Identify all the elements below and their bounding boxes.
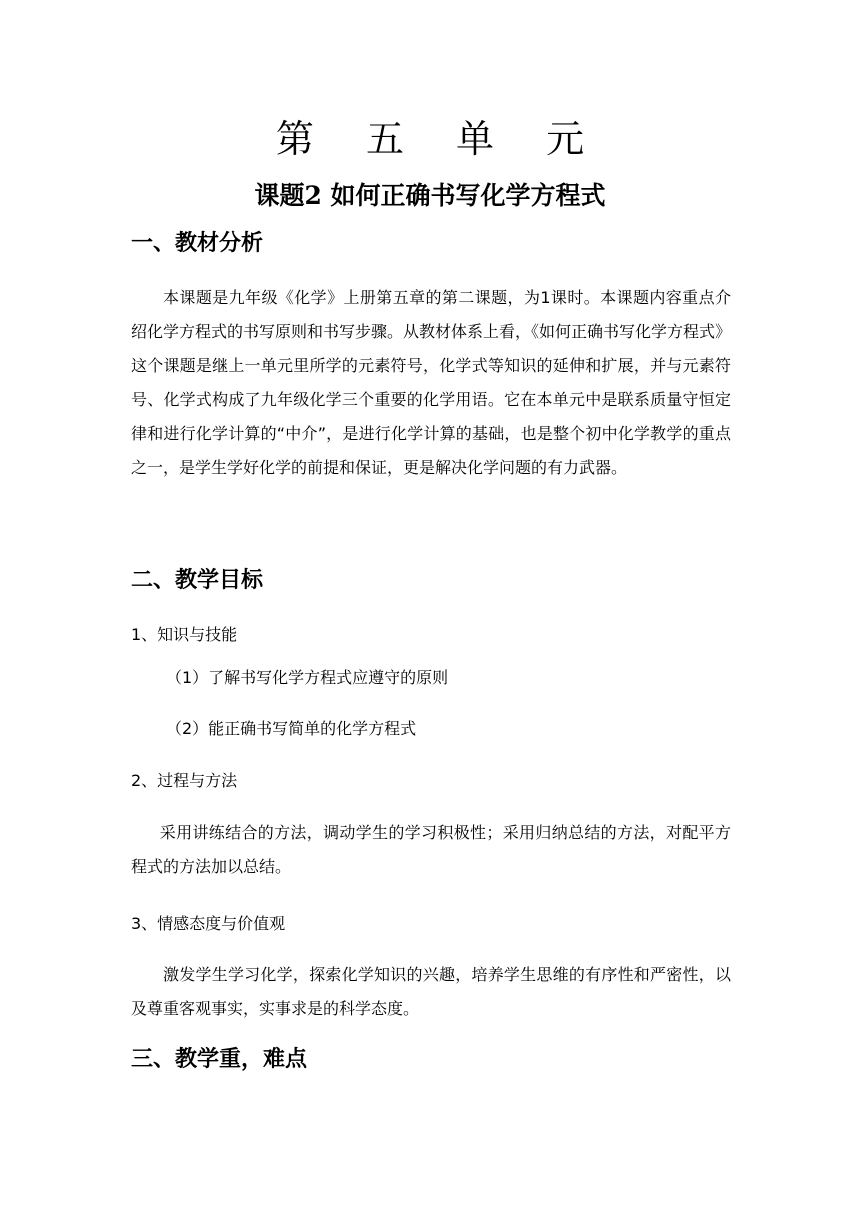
goal-heading-attitudes-values: 3、情感态度与价值观 (131, 914, 286, 933)
goal-heading-knowledge-skills: 1、知识与技能 (131, 625, 238, 644)
textbook-analysis-paragraph: 本课题是九年级《化学》上册第五章的第二课题，为1课时。本课题内容重点介绍化学方程式的书写原则和书写步骤。从教材体系上看，《如何正确书写化学方程式》这个课题是继上一单元里所学的元素符号，化学式等知识的延伸和扩展，并与元素符号、化学式构成了九年级化学三个重要的化学用语。它在本单元中是联系质量守恒定律和进行化学计算的“中介”，是进行化学计算的基础，也是整个初中化学教学的重点之一，是学生学好化学的前提和保证，更是解决化学问题的有力武器。 (131, 288, 732, 477)
process-methods-paragraph: 采用讲练结合的方法，调动学生的学习积极性；采用归纳总结的方法，对配平方程式的方法加以总结。 (131, 823, 731, 876)
lesson-title: 课题2 如何正确书写化学方程式 (254, 181, 606, 210)
attitudes-values-paragraph: 激发学生学习化学，探索化学知识的兴趣，培养学生思维的有序性和严密性，以及尊重客观事实，实事求是的科学态度。 (131, 965, 731, 1018)
unit-title: 第 五 单 元 (275, 117, 605, 161)
goal-item: （1）了解书写化学方程式应遵守的原则 (166, 668, 449, 687)
goal-item: （2）能正确书写简单的化学方程式 (166, 719, 417, 738)
section-heading-key-difficult-points: 三、教学重，难点 (131, 1046, 308, 1072)
goal-heading-process-methods: 2、过程与方法 (131, 771, 238, 790)
section-heading-textbook-analysis: 一、教材分析 (131, 230, 264, 256)
section-heading-teaching-goals: 二、教学目标 (131, 567, 264, 593)
